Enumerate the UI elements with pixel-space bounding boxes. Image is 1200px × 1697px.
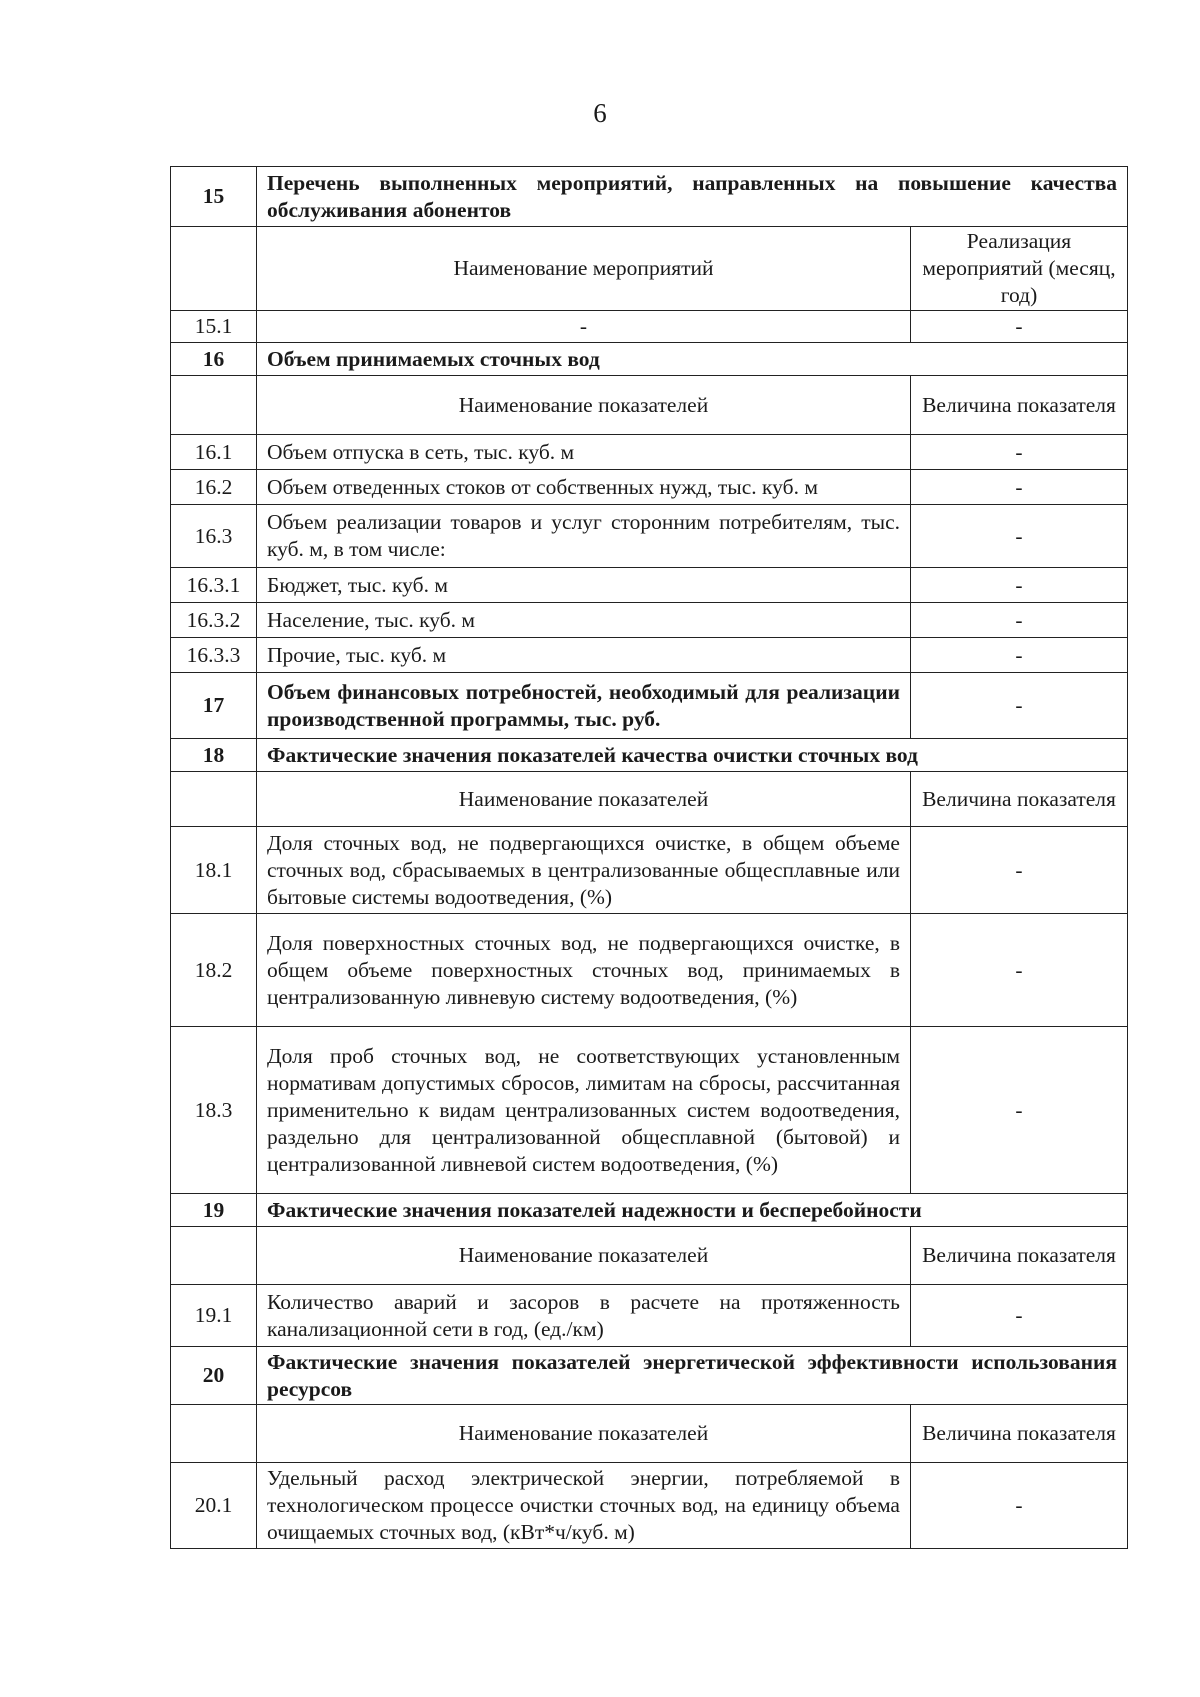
row-number: 16.3 [171, 505, 257, 568]
row-value: - [910, 827, 1127, 914]
column-header-value: Величина показателя [910, 1227, 1127, 1285]
section-number: 18 [171, 739, 257, 772]
column-header-row [171, 772, 1128, 827]
column-header-row [171, 1227, 1128, 1285]
row-name: Объем отпуска в сеть, тыс. куб. м [257, 435, 911, 470]
empty-number-cell [171, 772, 257, 827]
section-title: Объем финансовых потребностей, необходимый для реализации производственной программы, тыс. руб. [257, 673, 911, 739]
section-title: Фактические значения показателей энергетической эффективности использования ресурсов [257, 1347, 1128, 1405]
page-number: 6 [593, 98, 607, 128]
section-number: 20 [171, 1347, 257, 1405]
column-header-value: Величина показателя [910, 376, 1127, 435]
table-row [171, 1285, 1128, 1347]
row-number: 16.3.2 [171, 603, 257, 638]
section-title: Перечень выполненных мероприятий, направленных на повышение качества обслуживания абонентов [257, 167, 1128, 227]
column-header-name: Наименование показателей [257, 772, 911, 827]
row-name: Объем отведенных стоков от собственных нужд, тыс. куб. м [257, 470, 911, 505]
row-name: Удельный расход электрической энергии, потребляемой в технологическом процессе очистки сточных вод, на единицу объема очищаемых сточных вод, (кВт*ч/куб. м) [257, 1463, 911, 1549]
table-row [171, 914, 1128, 1027]
row-name: Доля проб сточных вод, не соответствующих установленным нормативам допустимых сбросов, лимитам на сбросы, рассчитанная применительно к видам централизованных систем водоотведения, раздельно для централизованной общесплавной (бытовой) и централизованной ливневой систем водоотведения, (%) [257, 1027, 911, 1194]
row-name: Прочие, тыс. куб. м [257, 638, 911, 673]
row-number: 18.2 [171, 914, 257, 1027]
section-value: - [910, 673, 1127, 739]
row-value: - [910, 435, 1127, 470]
row-number: 16.3.1 [171, 568, 257, 603]
section-number: 17 [171, 673, 257, 739]
row-value: - [910, 505, 1127, 568]
row-number: 16.2 [171, 470, 257, 505]
row-value: - [910, 311, 1127, 343]
row-value: - [910, 914, 1127, 1027]
section-header-16 [171, 343, 1128, 376]
column-header-value: Величина показателя [910, 772, 1127, 827]
column-header-value: Величина показателя [910, 1405, 1127, 1463]
column-header-name: Наименование показателей [257, 376, 911, 435]
row-value: - [910, 638, 1127, 673]
production-program-table [170, 166, 1128, 1549]
empty-number-cell [171, 376, 257, 435]
table-row [171, 603, 1128, 638]
table-row [171, 568, 1128, 603]
column-header-row [171, 1405, 1128, 1463]
column-header-name: Наименование показателей [257, 1405, 911, 1463]
row-value: - [910, 1285, 1127, 1347]
row-value: - [910, 1463, 1127, 1549]
row-name: Население, тыс. куб. м [257, 603, 911, 638]
row-value: - [910, 470, 1127, 505]
table-row [171, 638, 1128, 673]
empty-number-cell [171, 227, 257, 311]
empty-number-cell [171, 1227, 257, 1285]
section-header-15 [171, 167, 1128, 227]
row-name: Бюджет, тыс. куб. м [257, 568, 911, 603]
row-number: 16.1 [171, 435, 257, 470]
section-header-20 [171, 1347, 1128, 1405]
row-name: - [257, 311, 911, 343]
table-row [171, 311, 1128, 343]
table-row [171, 827, 1128, 914]
section-title: Фактические значения показателей качества очистки сточных вод [257, 739, 1128, 772]
section-header-18 [171, 739, 1128, 772]
row-value: - [910, 1027, 1127, 1194]
column-header-row [171, 227, 1128, 311]
section-header-17 [171, 673, 1128, 739]
row-name: Доля поверхностных сточных вод, не подвергающихся очистке, в общем объеме поверхностных сточных вод, принимаемых в централизованную ливневую систему водоотведения, (%) [257, 914, 911, 1027]
table-row [171, 1463, 1128, 1549]
row-number: 20.1 [171, 1463, 257, 1549]
row-name: Доля сточных вод, не подвергающихся очистке, в общем объеме сточных вод, сбрасываемых в централизованные общесплавные или бытовые системы водоотведения, (%) [257, 827, 911, 914]
column-header-value: Реализация мероприятий (месяц, год) [910, 227, 1127, 311]
row-number: 18.1 [171, 827, 257, 914]
row-number: 18.3 [171, 1027, 257, 1194]
row-value: - [910, 568, 1127, 603]
row-name: Количество аварий и засоров в расчете на протяженность канализационной сети в год, (ед./км) [257, 1285, 911, 1347]
row-number: 19.1 [171, 1285, 257, 1347]
table-row [171, 435, 1128, 470]
table-row [171, 470, 1128, 505]
section-title: Объем принимаемых сточных вод [257, 343, 1128, 376]
section-title: Фактические значения показателей надежности и бесперебойности [257, 1194, 1128, 1227]
section-number: 15 [171, 167, 257, 227]
row-name: Объем реализации товаров и услуг сторонним потребителям, тыс. куб. м, в том числе: [257, 505, 911, 568]
table-row [171, 505, 1128, 568]
table-row [171, 1027, 1128, 1194]
column-header-name: Наименование показателей [257, 1227, 911, 1285]
row-number: 16.3.3 [171, 638, 257, 673]
empty-number-cell [171, 1405, 257, 1463]
section-number: 19 [171, 1194, 257, 1227]
column-header-name: Наименование мероприятий [257, 227, 911, 311]
row-number: 15.1 [171, 311, 257, 343]
section-number: 16 [171, 343, 257, 376]
column-header-row [171, 376, 1128, 435]
section-header-19 [171, 1194, 1128, 1227]
row-value: - [910, 603, 1127, 638]
